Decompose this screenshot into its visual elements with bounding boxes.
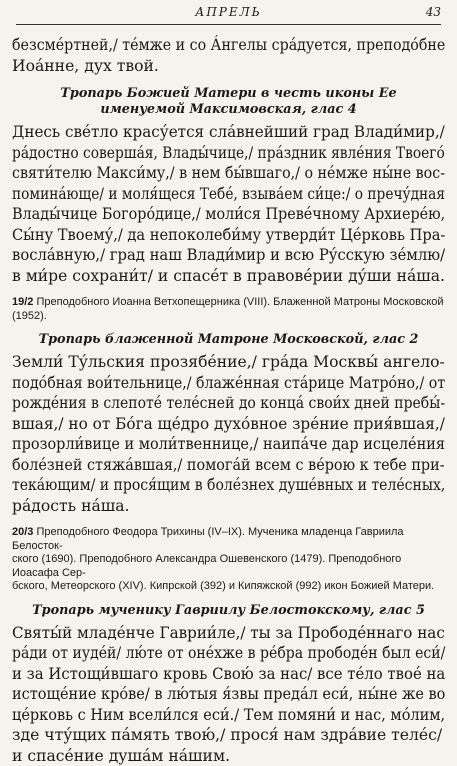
commemoration-entry xyxy=(12,296,445,323)
text-line: подо́бная вои́тельнице,/ блаже́нная ста́рице Матро́но,/ от xyxy=(12,373,405,394)
text-line: Иоа́нне, дух твой. xyxy=(12,56,445,77)
running-header xyxy=(16,0,441,25)
commemoration-entry xyxy=(12,526,445,594)
running-title: АПРЕЛЬ xyxy=(16,5,441,19)
text-line: рожде́ния в слепоте́ теле́сней до конца́ свои́х дней пребы́- xyxy=(12,393,400,414)
text-line: боле́зней стяжа́вшая,/ помога́й всем с ве́рою к тебе при- xyxy=(12,455,411,476)
heading-line: Тропарь мученику Гавриилу Белостокскому, глас 5 xyxy=(12,603,445,619)
intro-text xyxy=(12,35,445,76)
text-line: и спасе́ние душа́м на́шим. xyxy=(12,746,445,766)
text-line: Святы́й младе́нче Гаврии́ле,/ ты за Прободе́ннаго нас xyxy=(12,623,432,644)
text-line: це́рковь с Ним всели́лся еси́./ Тем помяни́ и нас, мо́лим, xyxy=(12,705,414,726)
text-line: безсме́ртней,/ те́мже и со А́нгелы сра́дуется, преподо́бне xyxy=(12,35,407,56)
commemoration-text: бского, Метеорского (XIV). Кипрской (392) и Кипяжской (992) икон Божией Матери. xyxy=(12,580,434,592)
troparion-heading xyxy=(12,603,445,619)
page-number: 43 xyxy=(426,5,441,19)
commemoration-text: ского (1690). Преподобного Александра Ошевенского (1479). Преподобного Иоасафа Сер- xyxy=(12,553,401,579)
heading-line: Тропарь Божией Матери в честь иконы Ее xyxy=(12,86,445,102)
troparion-text xyxy=(12,623,445,766)
heading-line: именуемой Максимовская, глас 4 xyxy=(12,102,445,118)
text-line: помина́юще/ и моля́щеся Тебе́, взыва́ем си́це:/ о пречу́дная xyxy=(12,184,393,205)
text-line: зде чту́щих па́мять твою́,/ прося́ нам здра́вие теле́с/ xyxy=(12,725,445,746)
text-line: восла́вную,/ град наш Влади́мир и всю Ру́сскую зе́млю/ xyxy=(12,245,422,266)
commemoration-text: Преподобного Иоанна Ветхопещерника (VIII). Блаженной Матроны Московской (1952). xyxy=(12,296,444,322)
text-line: Сы́ну Твоему́,/ да непоколеби́му утверди́т Це́рковь Пра- xyxy=(12,225,418,246)
troparion-text xyxy=(12,122,445,286)
text-line: в ми́ре сохрани́т/ и спасе́т в правове́рии ду́ши на́ша. xyxy=(12,266,444,287)
text-line: вшая,/ но от Бо́га ще́дро духо́вное зре́ние прия́вшая,/ xyxy=(12,414,436,435)
text-line: тека́ющим/ и прося́щим в боле́знех душе́вных и теле́сных, xyxy=(12,475,401,496)
text-line: ра́достно соверша́я, Влады́чице,/ пра́здник явле́ния Твоего́ xyxy=(12,143,395,164)
text-line: прозорли́вице и моли́твеннице,/ наипа́че дар исцеле́ния xyxy=(12,434,413,455)
text-line: ра́дость на́ша. xyxy=(12,496,445,517)
text-line: Днесь све́тло красу́ется сла́внейший град Влади́мир,/ xyxy=(12,122,433,143)
troparion-heading xyxy=(12,332,445,348)
text-line: Земли́ Ту́льския прозябе́ние,/ гра́да Москвы́ ангело- xyxy=(12,352,445,373)
text-line: Влады́чице Богоро́дице,/ моли́ся Преве́чному Архиере́ю, xyxy=(12,204,411,225)
text-line: святи́телю Макси́му,/ в нем бы́вшаго,/ о не́мже ны́не вос- xyxy=(12,163,407,184)
commemoration-date: 20/3 xyxy=(12,526,33,538)
heading-line: Тропарь блаженной Матроне Московской, глас 2 xyxy=(12,332,445,348)
troparion-heading xyxy=(12,86,445,118)
text-line: и за Истощи́вшаго кровь Свою́ за нас/ все те́ло твое́ на xyxy=(12,664,425,685)
commemoration-text: Преподобного Феодора Трихины (IV–IX). Мученика младенца Гавриила Белосток- xyxy=(12,526,404,552)
text-line: истоще́ние кро́ве/ в лю́тыя я́звы преда́л еси́, ны́не же во xyxy=(12,684,414,705)
commemoration-date: 19/2 xyxy=(12,296,33,308)
troparion-text xyxy=(12,352,445,516)
text-line: ра́ди от иуде́й/ лю́те от оне́хже в ре́бра прободе́н был еси́/ xyxy=(12,643,402,664)
